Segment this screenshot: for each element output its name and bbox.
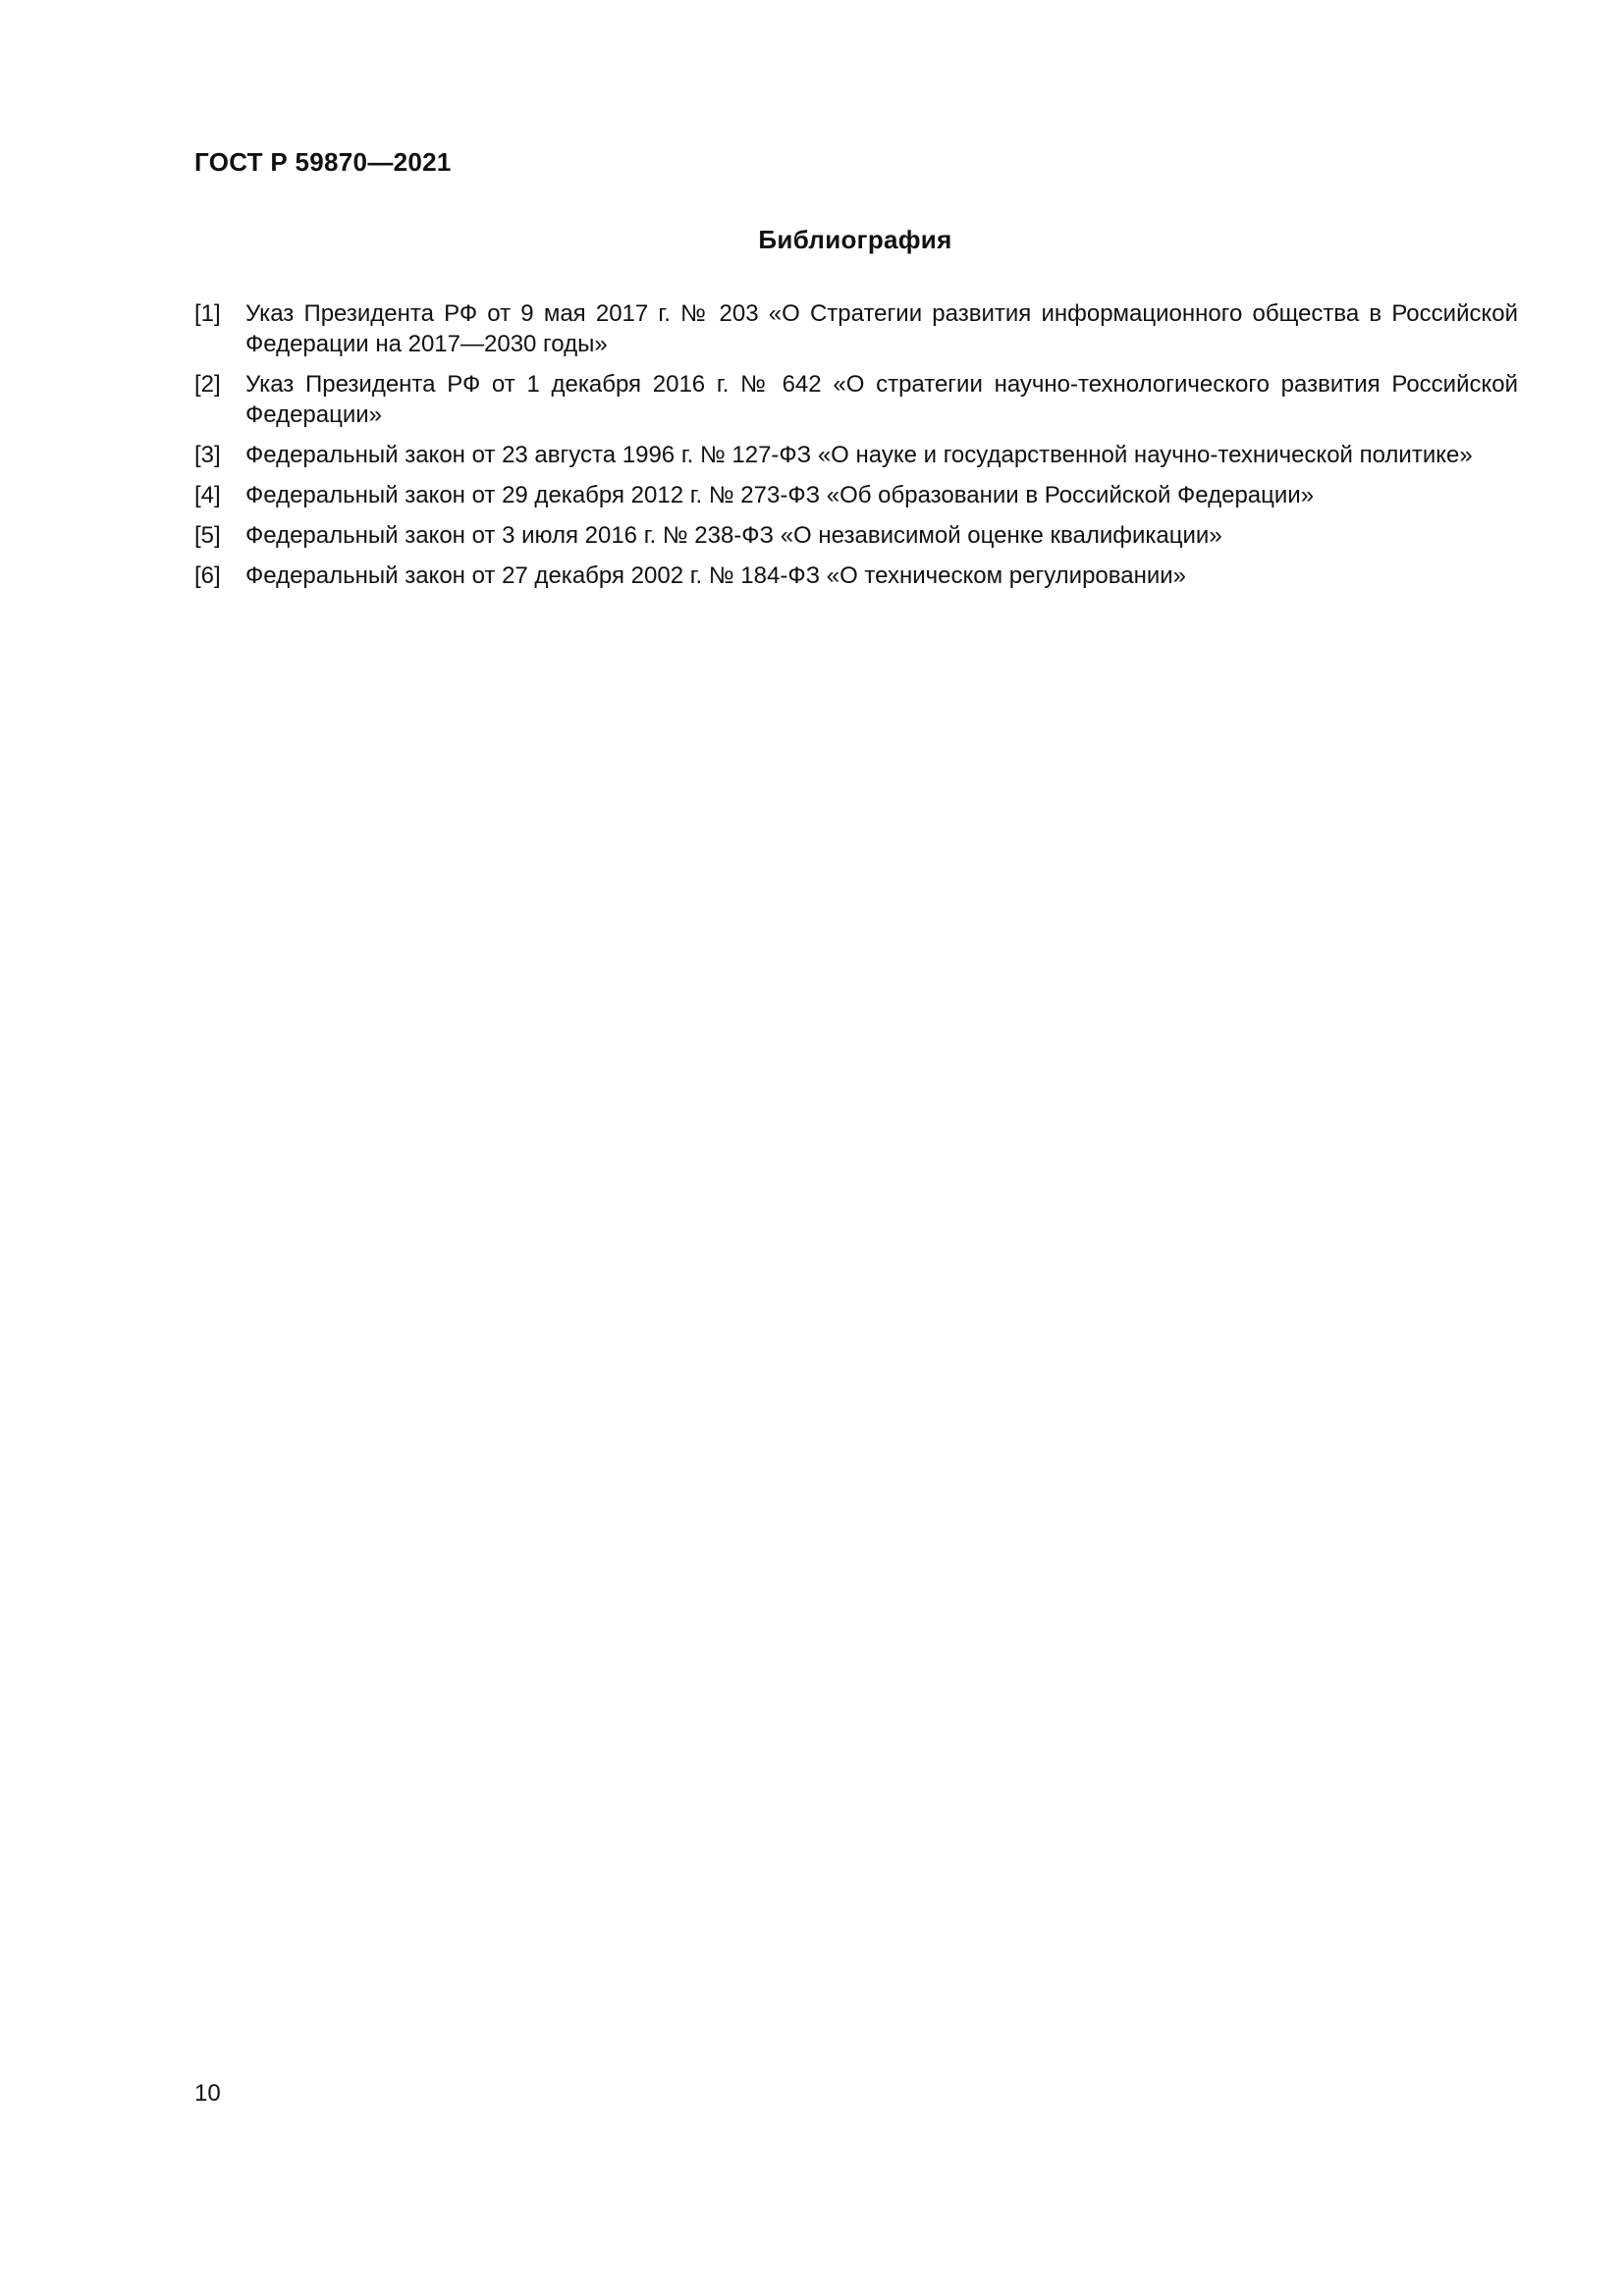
bibliography-item [194,561,1518,591]
bibliography-number: [3] [194,442,221,468]
bibliography-text: Федеральный закон от 23 августа 1996 г. № 127-ФЗ «О науке и государственной научно-технической политике» [245,442,1473,468]
bibliography-text: Федеральный закон от 27 декабря 2002 г. № 184-ФЗ «О техническом регулировании» [245,562,1187,589]
bibliography-text: Указ Президента РФ от 1 декабря 2016 г. № 642 «О стратегии научно-технологического развития Российской Федерации» [245,371,1518,428]
bibliography-item [194,440,1518,470]
bibliography-text: Указ Президента РФ от 9 мая 2017 г. № 203 «О Стратегии развития информационного общества в Российской Федерации на 2017—2030 годы» [245,300,1518,357]
bibliography-list [194,298,1518,601]
bibliography-text: Федеральный закон от 3 июля 2016 г. № 238-ФЗ «О независимой оценке квалификации» [245,522,1222,549]
page-number: 10 [194,2080,221,2107]
bibliography-item [194,369,1518,430]
bibliography-text: Федеральный закон от 29 декабря 2012 г. № 273-ФЗ «Об образовании в Российской Федерации» [245,482,1315,508]
section-title: Библиография [758,225,952,254]
bibliography-number: [5] [194,522,221,549]
document-code: ГОСТ Р 59870—2021 [194,147,452,177]
bibliography-item [194,480,1518,510]
bibliography-number: [6] [194,562,221,589]
bibliography-number: [4] [194,482,221,508]
bibliography-item [194,298,1518,359]
bibliography-item [194,520,1518,551]
bibliography-number: [1] [194,300,221,327]
bibliography-number: [2] [194,371,221,398]
